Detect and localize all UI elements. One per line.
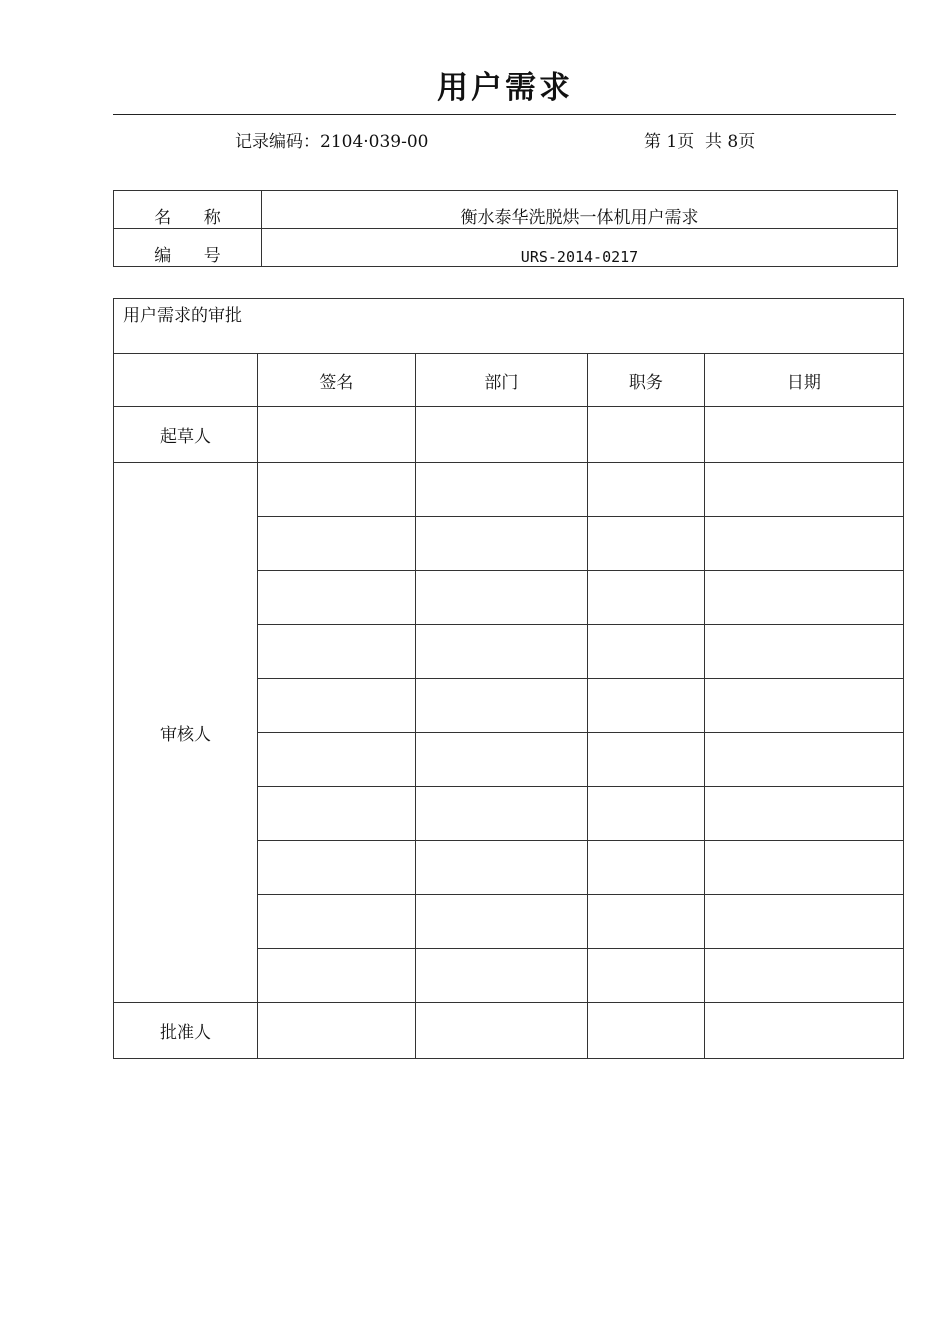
reviewer-department-cell[interactable]: [415, 517, 587, 571]
drafter-position-cell[interactable]: [587, 407, 704, 463]
reviewer-position-cell[interactable]: [587, 949, 704, 1003]
name-label: 名 称: [114, 191, 262, 229]
reviewer-department-cell[interactable]: [415, 463, 587, 517]
drafter-signature-cell[interactable]: [257, 407, 415, 463]
reviewer-date-cell[interactable]: [704, 463, 903, 517]
reviewer-signature-cell[interactable]: [257, 571, 415, 625]
reviewer-department-cell[interactable]: [415, 787, 587, 841]
reviewer-date-cell[interactable]: [704, 733, 903, 787]
reviewer-position-cell[interactable]: [587, 787, 704, 841]
reviewer-date-cell[interactable]: [704, 679, 903, 733]
approval-caption: 用户需求的审批: [114, 299, 904, 354]
reviewer-row: [114, 463, 904, 517]
reviewer-position-cell[interactable]: [587, 679, 704, 733]
approval-header-row: [114, 354, 904, 407]
number-row: [114, 229, 898, 267]
reviewer-signature-cell[interactable]: [257, 625, 415, 679]
title-divider: [113, 114, 896, 115]
reviewer-position-cell[interactable]: [587, 571, 704, 625]
record-code: 记录编码：2104·039-00: [235, 132, 429, 152]
header-position: 职务: [587, 354, 704, 407]
reviewer-date-cell[interactable]: [704, 571, 903, 625]
reviewer-department-cell[interactable]: [415, 895, 587, 949]
reviewer-date-cell[interactable]: [704, 517, 903, 571]
reviewer-label: 审核人: [114, 463, 258, 1003]
reviewer-signature-cell[interactable]: [257, 895, 415, 949]
reviewer-department-cell[interactable]: [415, 679, 587, 733]
reviewer-department-cell[interactable]: [415, 733, 587, 787]
reviewer-date-cell[interactable]: [704, 625, 903, 679]
reviewer-department-cell[interactable]: [415, 625, 587, 679]
approver-position-cell[interactable]: [587, 1003, 704, 1059]
reviewer-date-cell[interactable]: [704, 841, 903, 895]
reviewer-department-cell[interactable]: [415, 949, 587, 1003]
document-title: 用户需求: [437, 70, 573, 106]
drafter-date-cell[interactable]: [704, 407, 903, 463]
number-label: 编 号: [114, 229, 262, 267]
reviewer-signature-cell[interactable]: [257, 787, 415, 841]
approver-signature-cell[interactable]: [257, 1003, 415, 1059]
name-row: [114, 191, 898, 229]
reviewer-position-cell[interactable]: [587, 463, 704, 517]
header-department: 部门: [415, 354, 587, 407]
reviewer-position-cell[interactable]: [587, 517, 704, 571]
reviewer-signature-cell[interactable]: [257, 679, 415, 733]
header-signature: 签名: [257, 354, 415, 407]
approval-table: [113, 298, 904, 1059]
reviewer-department-cell[interactable]: [415, 571, 587, 625]
header-blank: [114, 354, 258, 407]
drafter-row: [114, 407, 904, 463]
reviewer-signature-cell[interactable]: [257, 949, 415, 1003]
document-info-table: [113, 190, 898, 267]
approver-label: 批准人: [114, 1003, 258, 1059]
approver-date-cell[interactable]: [704, 1003, 903, 1059]
number-value: URS-2014-0217: [262, 229, 898, 267]
reviewer-signature-cell[interactable]: [257, 463, 415, 517]
reviewer-signature-cell[interactable]: [257, 517, 415, 571]
reviewer-date-cell[interactable]: [704, 895, 903, 949]
name-value: 衡水泰华洗脱烘一体机用户需求: [262, 191, 898, 229]
approver-row: [114, 1003, 904, 1059]
reviewer-department-cell[interactable]: [415, 841, 587, 895]
reviewer-signature-cell[interactable]: [257, 841, 415, 895]
reviewer-position-cell[interactable]: [587, 841, 704, 895]
approver-department-cell[interactable]: [415, 1003, 587, 1059]
drafter-department-cell[interactable]: [415, 407, 587, 463]
page-info: 第 1页 共 8页: [644, 132, 756, 152]
drafter-label: 起草人: [114, 407, 258, 463]
reviewer-date-cell[interactable]: [704, 787, 903, 841]
header-date: 日期: [704, 354, 903, 407]
reviewer-signature-cell[interactable]: [257, 733, 415, 787]
reviewer-position-cell[interactable]: [587, 733, 704, 787]
approval-caption-row: [114, 299, 904, 354]
reviewer-date-cell[interactable]: [704, 949, 903, 1003]
reviewer-position-cell[interactable]: [587, 895, 704, 949]
reviewer-position-cell[interactable]: [587, 625, 704, 679]
